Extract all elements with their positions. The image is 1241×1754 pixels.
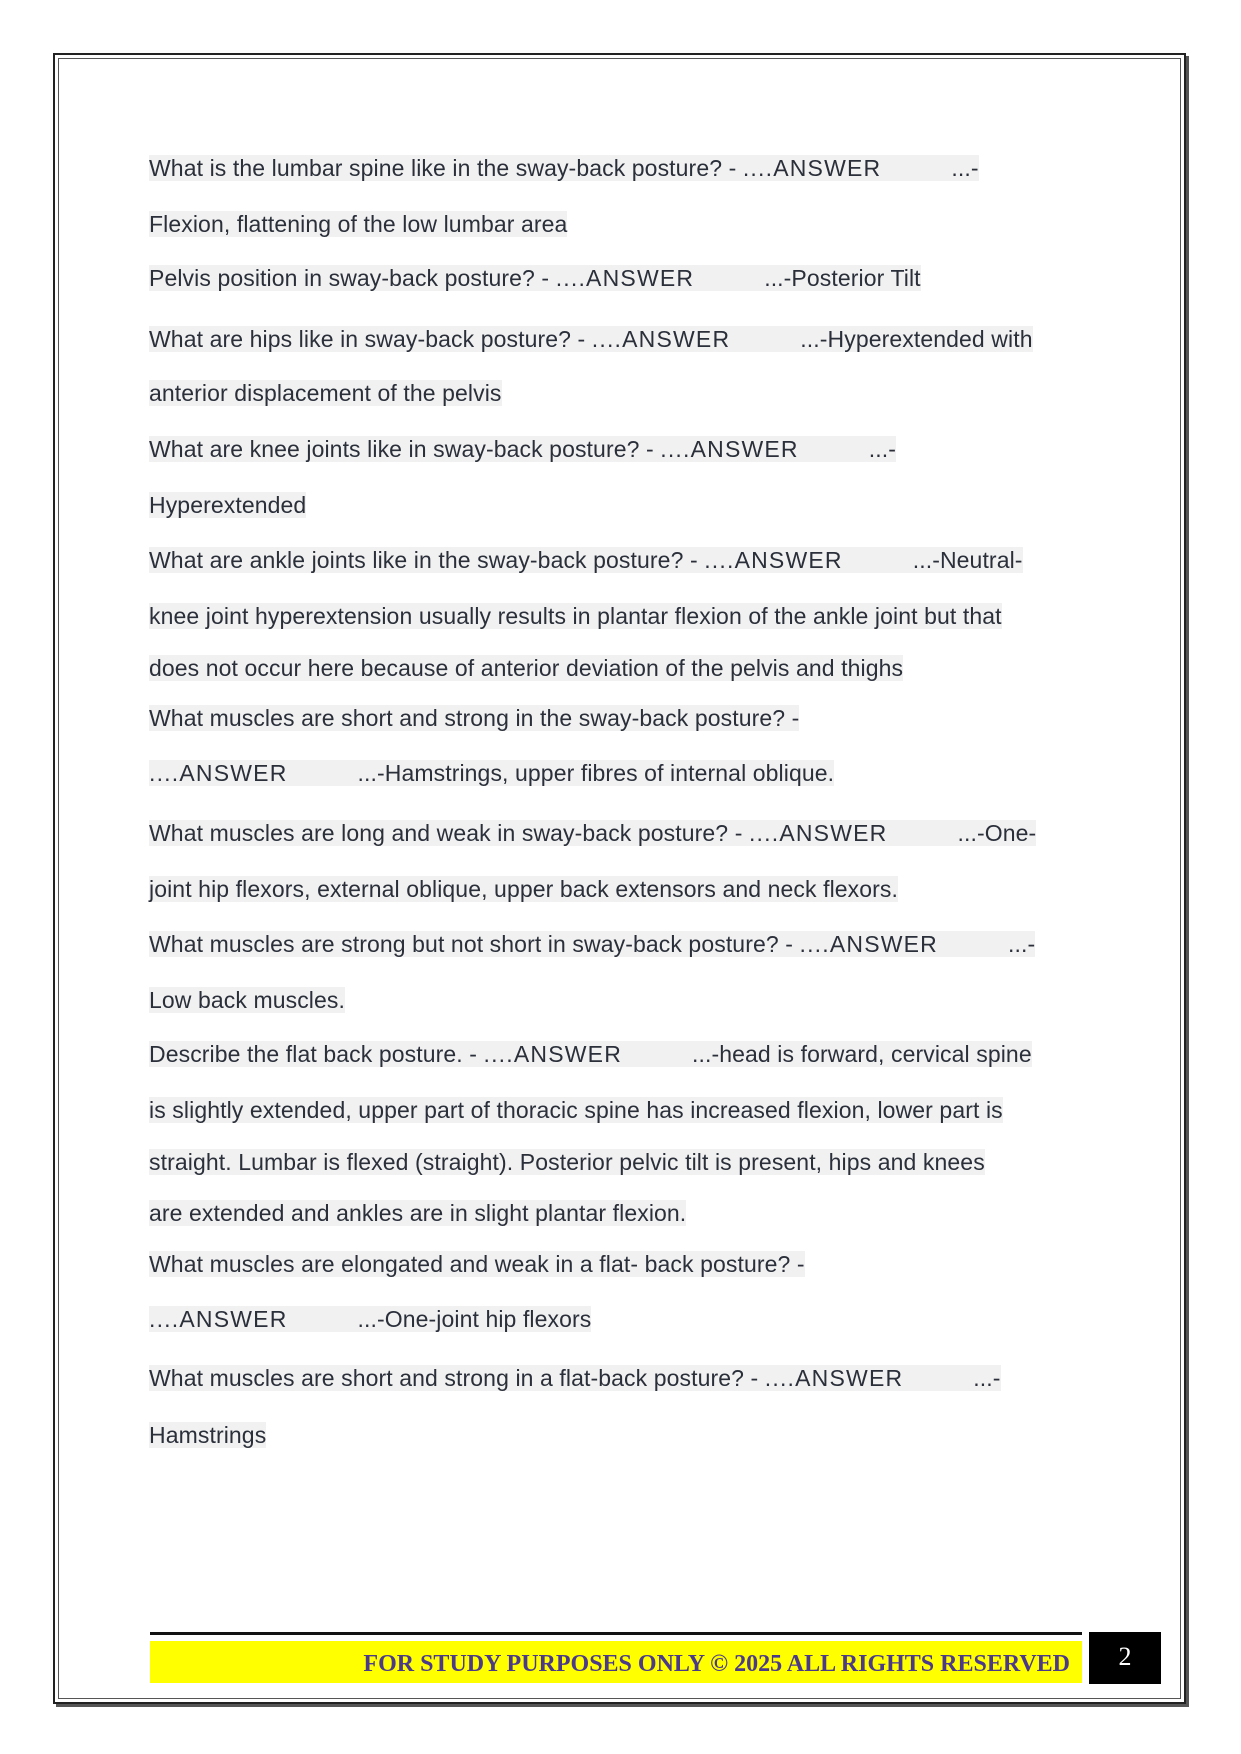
footer-rule — [150, 1632, 1082, 1635]
text-line — [149, 1418, 266, 1452]
answer-text: ...- — [1008, 931, 1036, 957]
answer-text: ...-Hamstrings, upper fibres of internal oblique. — [357, 760, 835, 786]
answer-marker: ....ANSWER — [764, 1365, 904, 1391]
text-line — [149, 1196, 686, 1230]
answer-text: ...-One- — [957, 820, 1037, 846]
answer-marker: ....ANSWER — [149, 1306, 288, 1332]
line-text: What is the lumbar spine like in the sway-back posture? - — [149, 155, 743, 181]
line-text: What muscles are elongated and weak in a flat- back posture? - — [149, 1251, 805, 1277]
answer-marker: ....ANSWER — [748, 820, 888, 846]
answer-text: ...-Neutral- — [912, 547, 1023, 573]
text-line — [149, 488, 306, 522]
line-text: Low back muscles. — [149, 987, 345, 1013]
text-line — [149, 261, 921, 295]
line-text: What muscles are short and strong in the sway-back posture? - — [149, 705, 800, 731]
text-line — [149, 207, 567, 241]
text-line — [149, 651, 903, 685]
text-line — [149, 432, 896, 466]
text-line — [149, 1302, 591, 1336]
text-line — [149, 599, 1002, 633]
text-line — [149, 1247, 805, 1281]
text-line — [149, 927, 1035, 961]
text-line — [149, 543, 1023, 577]
answer-marker: ....ANSWER — [149, 760, 288, 786]
line-text: is slightly extended, upper part of thoracic spine has increased flexion, lower part is — [149, 1097, 1003, 1123]
text-line — [149, 1093, 1003, 1127]
answer-marker: ....ANSWER — [483, 1041, 623, 1067]
answer-marker: ....ANSWER — [555, 265, 695, 291]
text-line — [149, 983, 345, 1017]
line-text: joint hip flexors, external oblique, upper back extensors and neck flexors. — [149, 876, 899, 902]
text-line — [149, 1361, 1001, 1395]
answer-text: ...- — [951, 155, 979, 181]
text-line — [149, 756, 834, 790]
text-line — [149, 872, 898, 906]
answer-marker: ....ANSWER — [742, 155, 882, 181]
line-text: What muscles are short and strong in a flat-back posture? - — [149, 1365, 765, 1391]
text-line — [149, 322, 1033, 356]
text-line — [149, 1037, 1032, 1071]
answer-text: ...-Posterior Tilt — [764, 265, 921, 291]
text-line — [149, 701, 799, 735]
line-text: What are hips like in sway-back posture? - — [149, 326, 592, 352]
text-line — [149, 1145, 985, 1179]
answer-marker: ....ANSWER — [591, 326, 731, 352]
line-text: straight. Lumbar is flexed (straight). Posterior pelvic tilt is present, hips and knees — [149, 1149, 985, 1175]
text-line — [149, 376, 502, 410]
footer-copyright-text: FOR STUDY PURPOSES ONLY © 2025 ALL RIGHTS RESERVED — [363, 1651, 1070, 1677]
line-text: What are ankle joints like in the sway-back posture? - — [149, 547, 705, 573]
line-text: Pelvis position in sway-back posture? - — [149, 265, 556, 291]
answer-marker: ....ANSWER — [799, 931, 938, 957]
line-text: knee joint hyperextension usually results in plantar flexion of the ankle joint but that — [149, 603, 1002, 629]
line-text: What muscles are strong but not short in sway-back posture? - — [149, 931, 800, 957]
answer-text: ...-Hyperextended with — [800, 326, 1033, 352]
line-text: anterior displacement of the pelvis — [149, 380, 502, 406]
line-text: What are knee joints like in sway-back posture? - — [149, 436, 661, 462]
line-text: are extended and ankles are in slight plantar flexion. — [149, 1200, 687, 1226]
page-number: 2 — [1089, 1632, 1161, 1684]
answer-text: ...- — [973, 1365, 1001, 1391]
line-text: does not occur here because of anterior deviation of the pelvis and thighs — [149, 655, 904, 681]
line-text: Hyperextended — [149, 492, 307, 518]
text-line — [149, 816, 1036, 850]
line-text: Describe the flat back posture. - — [149, 1041, 484, 1067]
answer-marker: ....ANSWER — [704, 547, 843, 573]
line-text: What muscles are long and weak in sway-back posture? - — [149, 820, 749, 846]
text-line — [149, 151, 979, 185]
line-text: Hamstrings — [149, 1422, 267, 1448]
answer-marker: ....ANSWER — [660, 436, 799, 462]
line-text: Flexion, flattening of the low lumbar area — [149, 211, 568, 237]
answer-text: ...-head is forward, cervical spine — [692, 1041, 1032, 1067]
answer-text: ...-One-joint hip flexors — [357, 1306, 592, 1332]
answer-text: ...- — [868, 436, 896, 462]
